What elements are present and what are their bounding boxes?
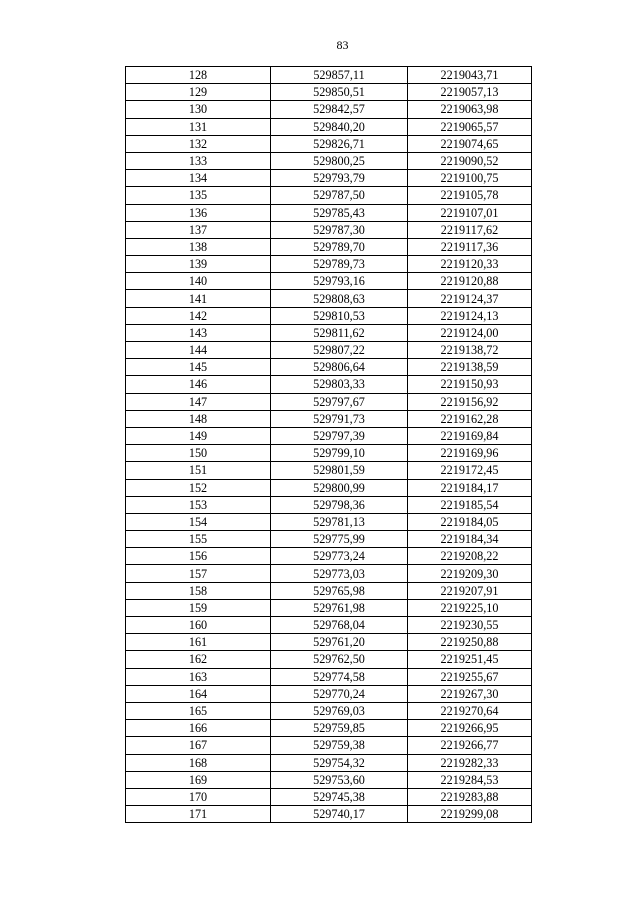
y-coordinate-cell: 2219105,78: [408, 187, 532, 204]
table-row: [126, 273, 532, 290]
table-row: [126, 531, 532, 548]
table-row: [126, 393, 532, 410]
x-coordinate-cell: 529759,85: [271, 720, 408, 737]
point-number-cell: 146: [126, 376, 271, 393]
y-coordinate-cell: 2219100,75: [408, 170, 532, 187]
y-coordinate-cell: 2219230,55: [408, 617, 532, 634]
y-coordinate-cell: 2219172,45: [408, 462, 532, 479]
table-row: [126, 290, 532, 307]
y-coordinate-cell: 2219138,59: [408, 359, 532, 376]
x-coordinate-cell: 529789,70: [271, 238, 408, 255]
table-row: [126, 651, 532, 668]
table-row: [126, 324, 532, 341]
table-row: [126, 462, 532, 479]
table-row: [126, 479, 532, 496]
y-coordinate-cell: 2219074,65: [408, 135, 532, 152]
table-row: [126, 152, 532, 169]
x-coordinate-cell: 529842,57: [271, 101, 408, 118]
point-number-cell: 159: [126, 599, 271, 616]
table-row: [126, 118, 532, 135]
x-coordinate-cell: 529769,03: [271, 702, 408, 719]
x-coordinate-cell: 529773,03: [271, 565, 408, 582]
x-coordinate-cell: 529775,99: [271, 531, 408, 548]
y-coordinate-cell: 2219266,77: [408, 737, 532, 754]
y-coordinate-cell: 2219225,10: [408, 599, 532, 616]
page-number: 83: [336, 38, 349, 52]
table-row: [126, 720, 532, 737]
point-number-cell: 137: [126, 221, 271, 238]
point-number-cell: 130: [126, 101, 271, 118]
table-row: [126, 84, 532, 101]
y-coordinate-cell: 2219299,08: [408, 806, 532, 823]
point-number-cell: 169: [126, 771, 271, 788]
y-coordinate-cell: 2219185,54: [408, 496, 532, 513]
point-number-cell: 154: [126, 513, 271, 530]
x-coordinate-cell: 529781,13: [271, 513, 408, 530]
point-number-cell: 131: [126, 118, 271, 135]
point-number-cell: 148: [126, 410, 271, 427]
coordinates-table-body: [126, 67, 532, 823]
point-number-cell: 152: [126, 479, 271, 496]
point-number-cell: 170: [126, 788, 271, 805]
point-number-cell: 151: [126, 462, 271, 479]
table-row: [126, 788, 532, 805]
x-coordinate-cell: 529785,43: [271, 204, 408, 221]
point-number-cell: 129: [126, 84, 271, 101]
x-coordinate-cell: 529768,04: [271, 617, 408, 634]
x-coordinate-cell: 529787,30: [271, 221, 408, 238]
x-coordinate-cell: 529791,73: [271, 410, 408, 427]
y-coordinate-cell: 2219282,33: [408, 754, 532, 771]
x-coordinate-cell: 529773,24: [271, 548, 408, 565]
point-number-cell: 166: [126, 720, 271, 737]
table-row: [126, 342, 532, 359]
point-number-cell: 160: [126, 617, 271, 634]
point-number-cell: 136: [126, 204, 271, 221]
table-row: [126, 307, 532, 324]
table-row: [126, 582, 532, 599]
point-number-cell: 149: [126, 427, 271, 444]
table-row: [126, 806, 532, 823]
table-row: [126, 187, 532, 204]
y-coordinate-cell: 2219138,72: [408, 342, 532, 359]
x-coordinate-cell: 529740,17: [271, 806, 408, 823]
table-row: [126, 238, 532, 255]
coordinates-table: [125, 66, 532, 823]
point-number-cell: 155: [126, 531, 271, 548]
table-row: [126, 101, 532, 118]
y-coordinate-cell: 2219117,36: [408, 238, 532, 255]
table-row: [126, 565, 532, 582]
y-coordinate-cell: 2219169,84: [408, 427, 532, 444]
table-row: [126, 445, 532, 462]
y-coordinate-cell: 2219156,92: [408, 393, 532, 410]
point-number-cell: 147: [126, 393, 271, 410]
x-coordinate-cell: 529774,58: [271, 668, 408, 685]
point-number-cell: 144: [126, 342, 271, 359]
point-number-cell: 133: [126, 152, 271, 169]
point-number-cell: 139: [126, 256, 271, 273]
x-coordinate-cell: 529787,50: [271, 187, 408, 204]
table-row: [126, 754, 532, 771]
y-coordinate-cell: 2219284,53: [408, 771, 532, 788]
table-row: [126, 376, 532, 393]
y-coordinate-cell: 2219251,45: [408, 651, 532, 668]
point-number-cell: 142: [126, 307, 271, 324]
y-coordinate-cell: 2219057,13: [408, 84, 532, 101]
y-coordinate-cell: 2219124,00: [408, 324, 532, 341]
y-coordinate-cell: 2219065,57: [408, 118, 532, 135]
point-number-cell: 150: [126, 445, 271, 462]
x-coordinate-cell: 529797,39: [271, 427, 408, 444]
table-row: [126, 548, 532, 565]
table-row: [126, 67, 532, 84]
point-number-cell: 140: [126, 273, 271, 290]
y-coordinate-cell: 2219124,37: [408, 290, 532, 307]
x-coordinate-cell: 529761,98: [271, 599, 408, 616]
table-row: [126, 496, 532, 513]
x-coordinate-cell: 529765,98: [271, 582, 408, 599]
y-coordinate-cell: 2219209,30: [408, 565, 532, 582]
x-coordinate-cell: 529797,67: [271, 393, 408, 410]
table-row: [126, 617, 532, 634]
x-coordinate-cell: 529803,33: [271, 376, 408, 393]
x-coordinate-cell: 529826,71: [271, 135, 408, 152]
point-number-cell: 145: [126, 359, 271, 376]
point-number-cell: 161: [126, 634, 271, 651]
y-coordinate-cell: 2219283,88: [408, 788, 532, 805]
y-coordinate-cell: 2219169,96: [408, 445, 532, 462]
x-coordinate-cell: 529800,99: [271, 479, 408, 496]
point-number-cell: 153: [126, 496, 271, 513]
point-number-cell: 132: [126, 135, 271, 152]
y-coordinate-cell: 2219063,98: [408, 101, 532, 118]
y-coordinate-cell: 2219266,95: [408, 720, 532, 737]
table-row: [126, 737, 532, 754]
point-number-cell: 163: [126, 668, 271, 685]
x-coordinate-cell: 529761,20: [271, 634, 408, 651]
x-coordinate-cell: 529808,63: [271, 290, 408, 307]
x-coordinate-cell: 529810,53: [271, 307, 408, 324]
table-row: [126, 599, 532, 616]
y-coordinate-cell: 2219162,28: [408, 410, 532, 427]
y-coordinate-cell: 2219117,62: [408, 221, 532, 238]
x-coordinate-cell: 529745,38: [271, 788, 408, 805]
table-row: [126, 513, 532, 530]
table-row: [126, 685, 532, 702]
x-coordinate-cell: 529800,25: [271, 152, 408, 169]
table-row: [126, 427, 532, 444]
table-row: [126, 221, 532, 238]
x-coordinate-cell: 529759,38: [271, 737, 408, 754]
y-coordinate-cell: 2219270,64: [408, 702, 532, 719]
x-coordinate-cell: 529857,11: [271, 67, 408, 84]
y-coordinate-cell: 2219255,67: [408, 668, 532, 685]
table-row: [126, 771, 532, 788]
x-coordinate-cell: 529807,22: [271, 342, 408, 359]
point-number-cell: 138: [126, 238, 271, 255]
table-row: [126, 668, 532, 685]
y-coordinate-cell: 2219090,52: [408, 152, 532, 169]
x-coordinate-cell: 529799,10: [271, 445, 408, 462]
x-coordinate-cell: 529793,79: [271, 170, 408, 187]
point-number-cell: 128: [126, 67, 271, 84]
table-row: [126, 410, 532, 427]
x-coordinate-cell: 529789,73: [271, 256, 408, 273]
table-row: [126, 170, 532, 187]
point-number-cell: 141: [126, 290, 271, 307]
y-coordinate-cell: 2219184,34: [408, 531, 532, 548]
x-coordinate-cell: 529770,24: [271, 685, 408, 702]
point-number-cell: 143: [126, 324, 271, 341]
y-coordinate-cell: 2219043,71: [408, 67, 532, 84]
y-coordinate-cell: 2219208,22: [408, 548, 532, 565]
y-coordinate-cell: 2219207,91: [408, 582, 532, 599]
x-coordinate-cell: 529806,64: [271, 359, 408, 376]
x-coordinate-cell: 529754,32: [271, 754, 408, 771]
point-number-cell: 157: [126, 565, 271, 582]
y-coordinate-cell: 2219250,88: [408, 634, 532, 651]
table-row: [126, 256, 532, 273]
point-number-cell: 156: [126, 548, 271, 565]
point-number-cell: 162: [126, 651, 271, 668]
table-row: [126, 204, 532, 221]
y-coordinate-cell: 2219267,30: [408, 685, 532, 702]
x-coordinate-cell: 529753,60: [271, 771, 408, 788]
point-number-cell: 165: [126, 702, 271, 719]
y-coordinate-cell: 2219120,33: [408, 256, 532, 273]
point-number-cell: 135: [126, 187, 271, 204]
y-coordinate-cell: 2219184,05: [408, 513, 532, 530]
x-coordinate-cell: 529762,50: [271, 651, 408, 668]
point-number-cell: 158: [126, 582, 271, 599]
point-number-cell: 167: [126, 737, 271, 754]
x-coordinate-cell: 529801,59: [271, 462, 408, 479]
table-row: [126, 634, 532, 651]
y-coordinate-cell: 2219107,01: [408, 204, 532, 221]
point-number-cell: 168: [126, 754, 271, 771]
x-coordinate-cell: 529811,62: [271, 324, 408, 341]
y-coordinate-cell: 2219150,93: [408, 376, 532, 393]
table-row: [126, 359, 532, 376]
y-coordinate-cell: 2219184,17: [408, 479, 532, 496]
point-number-cell: 171: [126, 806, 271, 823]
point-number-cell: 164: [126, 685, 271, 702]
y-coordinate-cell: 2219120,88: [408, 273, 532, 290]
x-coordinate-cell: 529850,51: [271, 84, 408, 101]
table-row: [126, 135, 532, 152]
y-coordinate-cell: 2219124,13: [408, 307, 532, 324]
x-coordinate-cell: 529840,20: [271, 118, 408, 135]
point-number-cell: 134: [126, 170, 271, 187]
table-row: [126, 702, 532, 719]
x-coordinate-cell: 529798,36: [271, 496, 408, 513]
x-coordinate-cell: 529793,16: [271, 273, 408, 290]
